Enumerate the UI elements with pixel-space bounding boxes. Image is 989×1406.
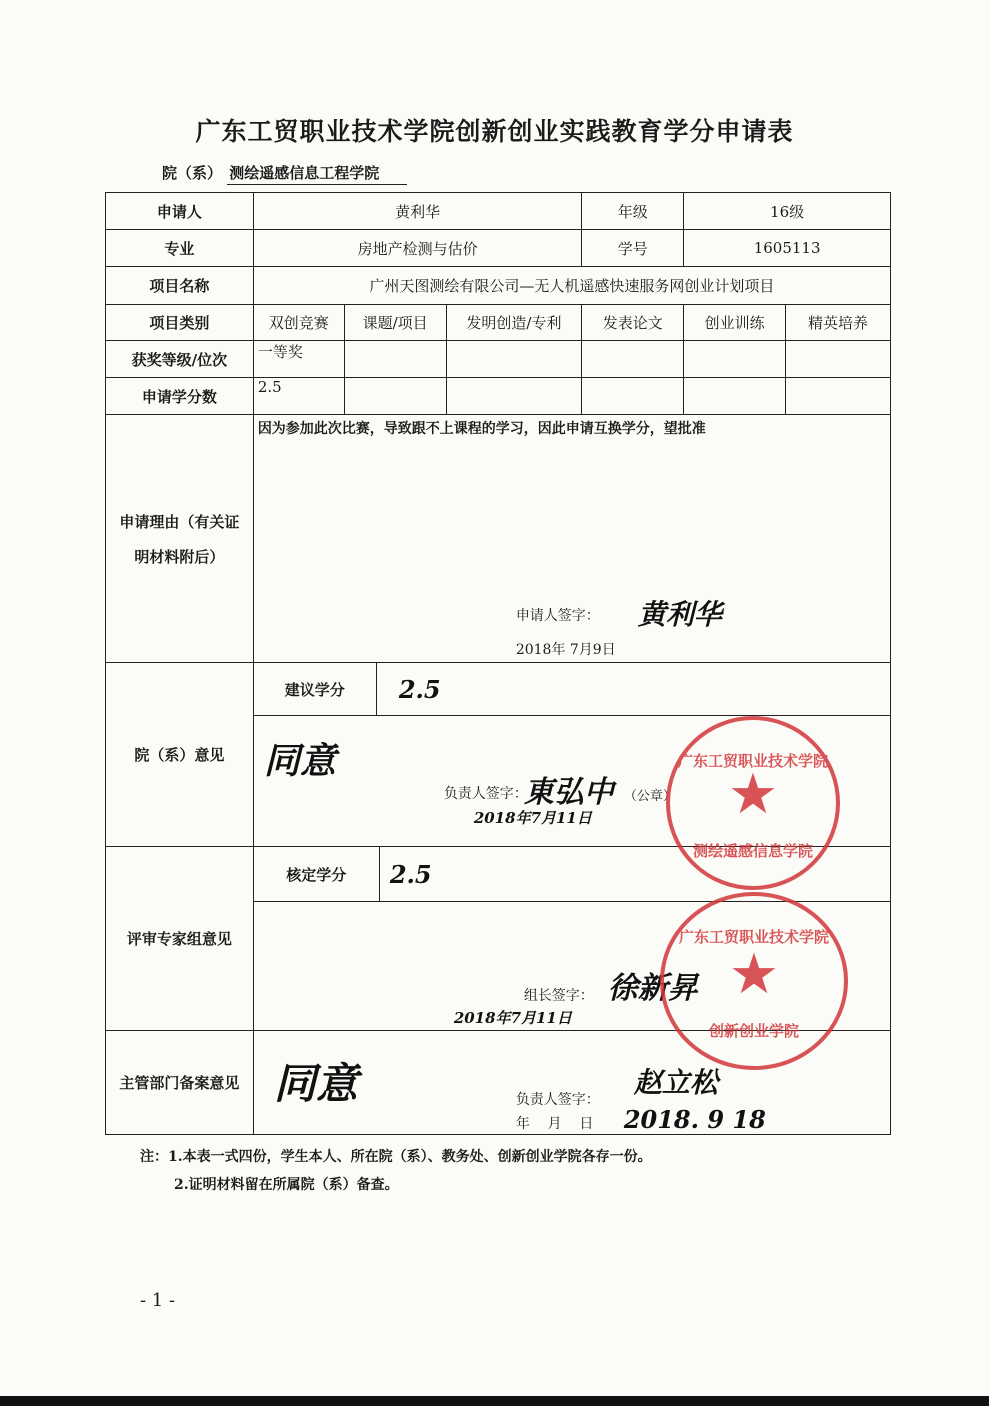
dept-signature: 東弘中 <box>523 775 614 810</box>
leader-signature: 徐新昇 <box>607 971 698 1006</box>
award-value: 一等奖 <box>253 341 344 378</box>
major-label: 专业 <box>106 230 254 267</box>
project-name-label: 项目名称 <box>106 267 254 305</box>
reason-date: 2018年 7月9日 <box>515 642 616 658</box>
project-type-item: 双创竞赛 <box>253 305 344 341</box>
project-type-item: 创业训练 <box>684 305 786 341</box>
note-line-2: 2.证明材料留在所属院（系）备查。 <box>174 1177 399 1193</box>
star-icon: ★ <box>728 942 780 1007</box>
record-signature: 赵立松 <box>633 1066 718 1099</box>
dept-date: 2018年7月11日 <box>473 809 592 827</box>
credits-label: 申请学分数 <box>106 378 254 415</box>
star-icon: ★ <box>727 762 779 827</box>
credits-value: 2.5 <box>253 378 344 415</box>
leader-sign-label: 组长签字： <box>523 988 594 1004</box>
scan-edge <box>0 1396 989 1406</box>
dept-sign-label: 负责人签字： <box>443 786 528 802</box>
dept-opinion-handwriting: 同意 <box>263 740 336 782</box>
record-date-handwriting: 2018. 9 18 <box>623 1105 766 1134</box>
approved-credits-value: 2.5 <box>389 859 432 889</box>
reason-label: 申请理由（有关证 明材料附后） <box>106 415 254 663</box>
suggested-credits-label: 建议学分 <box>254 663 377 715</box>
project-name-value: 广州天图测绘有限公司—无人机遥感快速服务网创业计划项目 <box>253 267 890 305</box>
expert-date: 2018年7月11日 <box>453 1009 572 1027</box>
approved-credits-label: 核定学分 <box>254 847 380 901</box>
applicant-signature: 黄利华 <box>637 598 722 631</box>
reason-text: 因为参加此次比赛，导致跟不上课程的学习，因此申请互换学分，望批准 <box>257 421 706 437</box>
dept-seal-stamp: 广东工贸职业技术学院 ★ 测绘遥感信息学院 <box>666 716 840 890</box>
department-line <box>162 162 407 185</box>
note-line-1: 注：1.本表一式四份，学生本人、所在院（系）、教务处、创新创业学院各存一份。 <box>140 1149 652 1165</box>
dept-opinion-label: 院（系）意见 <box>106 663 254 847</box>
project-type-item: 发表论文 <box>582 305 684 341</box>
reason-cell <box>253 415 890 663</box>
grade-value: 16级 <box>684 193 891 230</box>
project-type-label: 项目类别 <box>106 305 254 341</box>
major-value: 房地产检测与估价 <box>253 230 582 267</box>
record-sign-label: 负责人签字： <box>515 1092 600 1108</box>
record-date-label: 年 月 日 <box>515 1116 594 1132</box>
record-opinion-handwriting: 同意 <box>273 1059 358 1108</box>
grade-label: 年级 <box>582 193 684 230</box>
project-type-item: 课题/项目 <box>344 305 446 341</box>
dept-seal-label: （公章） <box>623 789 676 804</box>
innovation-college-stamp: 广东工贸职业技术学院 ★ 创新创业学院 <box>660 892 848 1070</box>
project-type-item: 精英培养 <box>786 305 891 341</box>
record-opinion-label: 主管部门备案意见 <box>106 1031 254 1135</box>
department-value: 测绘遥感信息工程学院 <box>227 162 407 185</box>
applicant-label: 申请人 <box>106 193 254 230</box>
applicant-value: 黄利华 <box>253 193 582 230</box>
page-number: - 1 - <box>140 1290 176 1311</box>
project-type-item: 发明创造/专利 <box>446 305 582 341</box>
student-id-label: 学号 <box>582 230 684 267</box>
form-title: 广东工贸职业技术学院创新创业实践教育学分申请表 <box>195 117 794 146</box>
expert-opinion-label: 评审专家组意见 <box>106 847 254 1031</box>
department-label: 院（系） <box>162 164 223 182</box>
student-id-value: 1605113 <box>684 230 891 267</box>
award-label: 获奖等级/位次 <box>106 341 254 378</box>
suggested-credits-value: 2.5 <box>398 674 441 704</box>
reason-sign-label: 申请人签字： <box>515 608 600 624</box>
